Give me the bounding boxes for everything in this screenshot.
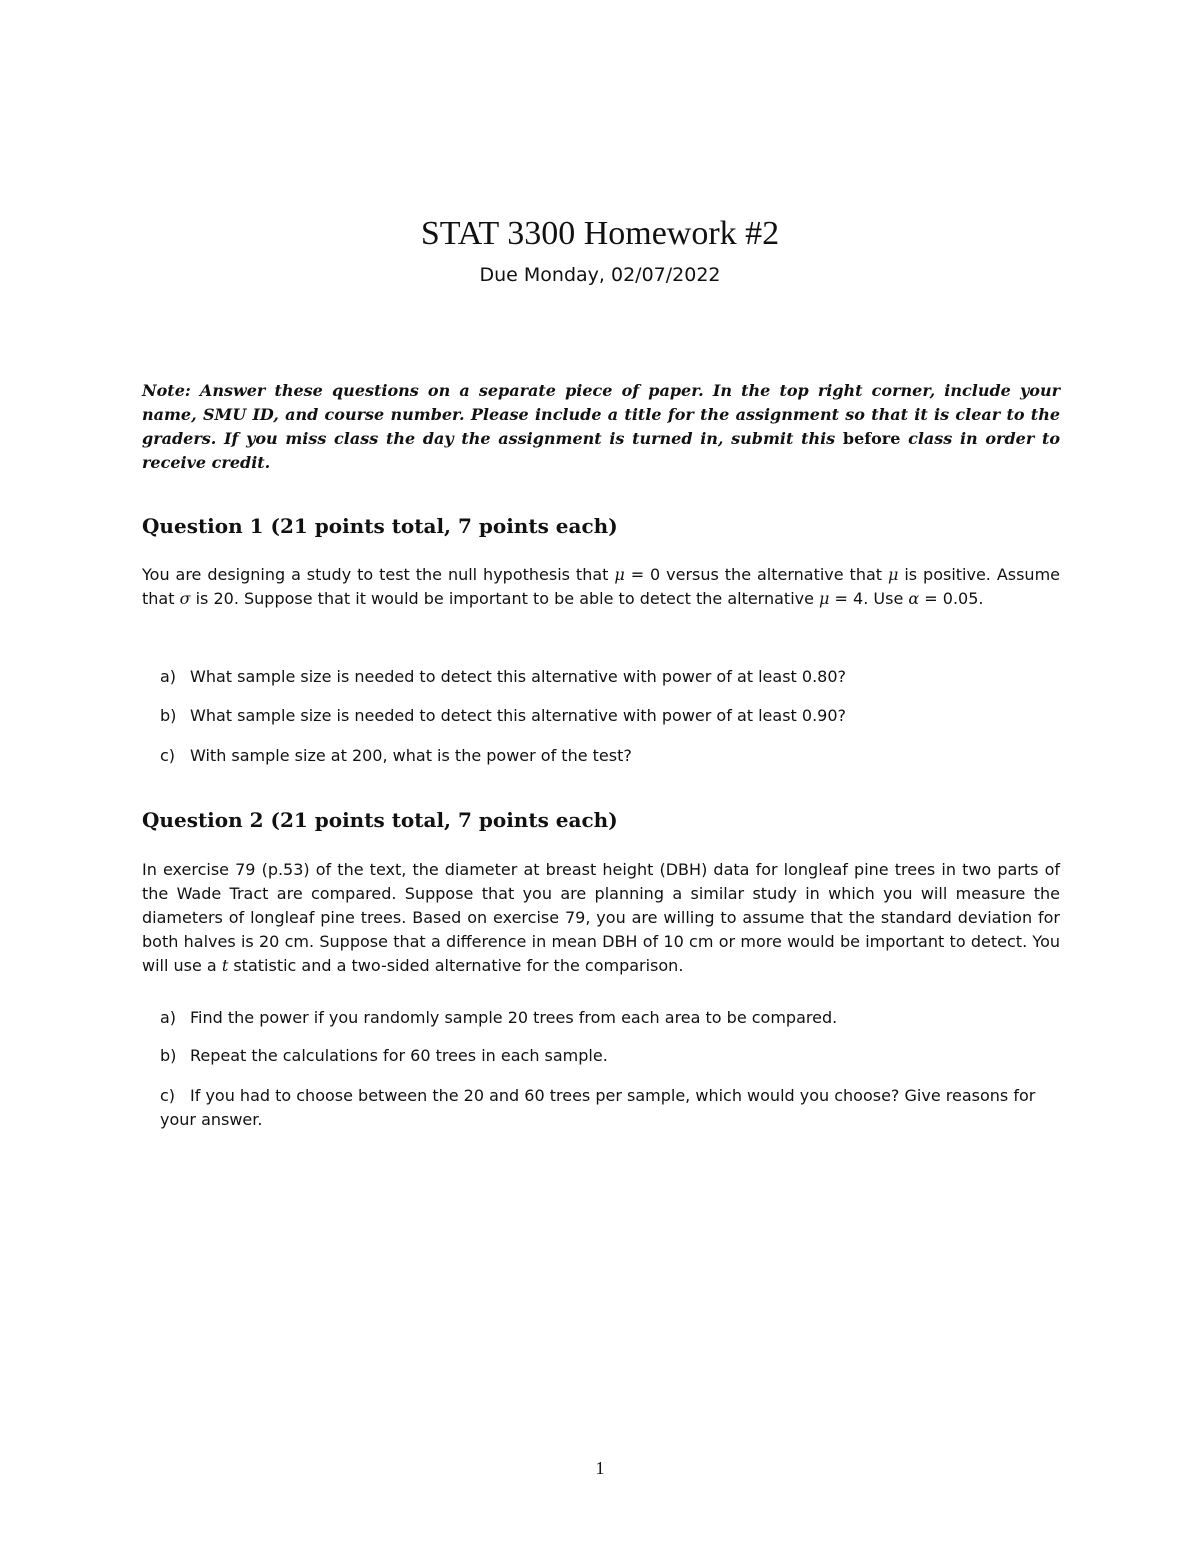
q1-intro-text: is positive. Assume that (142, 565, 1061, 608)
item-text: What sample size is needed to detect this alternative with power of at least 0.90? (190, 706, 847, 725)
item-label: c) (160, 1086, 176, 1105)
item-label: b) (160, 706, 177, 725)
item-label: a) (160, 667, 177, 686)
q1-intro-text: is 20. Suppose that it would be important to be able to detect the alternative (195, 589, 814, 608)
list-item (160, 1044, 1060, 1068)
mu-symbol: μ (614, 565, 625, 584)
q2-intro-text: In exercise 79 (p.53) of the text, the diameter at breast height (DBH) data for longleaf pine trees in two parts of the Wade Tract are compared. Suppose that you are planning a similar study in which you will measure the diameters of longleaf pine trees. Based on exercise 79, you are willing to assume that the standard deviation for both halves is 20 cm. Suppose that a difference in mean DBH of 10 cm or more would be important to detect. You will use a (142, 860, 1060, 975)
note-text: Note: Answer these questions on a separate piece of paper. In the top right corner, include your name, SMU ID, and course number. Please include a title for the assignment so that it is clear to the graders. If you miss class the day the assignment is turned in, submit this (142, 381, 1060, 448)
list-item (160, 744, 1060, 768)
q1-intro-text: = 4. Use (834, 589, 904, 608)
question-1-intro (142, 563, 1060, 611)
item-text: What sample size is needed to detect this alternative with power of at least 0.80? (190, 667, 847, 686)
due-date: Due Monday, 02/07/2022 (479, 264, 721, 286)
t-symbol: t (221, 956, 229, 975)
mu-symbol: μ (819, 589, 830, 608)
alpha-symbol: α (908, 589, 920, 608)
item-text: If you had to choose between the 20 and 60 trees per sample, which would you choose? Give reasons for your answer. (160, 1086, 1036, 1129)
mu-symbol: μ (887, 565, 899, 584)
q1-intro-text: = 0 versus the alternative that (630, 565, 883, 584)
item-label: c) (160, 746, 176, 765)
q1-intro-text: = 0.05. (924, 589, 984, 608)
item-label: a) (160, 1008, 177, 1027)
note-text-end: class in order to receive credit. (142, 429, 1061, 472)
list-item (160, 1006, 1060, 1030)
question-1-heading: Question 1 (21 points total, 7 points each) (142, 514, 618, 538)
list-item (160, 1084, 1060, 1132)
sigma-symbol: σ (179, 589, 191, 608)
item-text: Find the power if you randomly sample 20 trees from each area to be compared. (190, 1008, 838, 1027)
item-label: b) (160, 1046, 177, 1065)
item-text: Repeat the calculations for 60 trees in each sample. (190, 1046, 608, 1065)
page-title: STAT 3300 Homework #2 (420, 215, 780, 252)
instructions-note (142, 379, 1060, 475)
page-number: 1 (595, 1458, 605, 1478)
item-text: With sample size at 200, what is the power of the test? (190, 746, 632, 765)
q2-intro-text: statistic and a two-sided alternative for the comparison. (233, 956, 684, 975)
question-2-intro (142, 858, 1060, 978)
list-item (160, 665, 1060, 689)
list-item (160, 704, 1060, 728)
note-text-before: before (842, 429, 901, 448)
q1-intro-text: You are designing a study to test the null hypothesis that (142, 565, 609, 584)
question-2-heading: Question 2 (21 points total, 7 points each) (142, 808, 618, 832)
